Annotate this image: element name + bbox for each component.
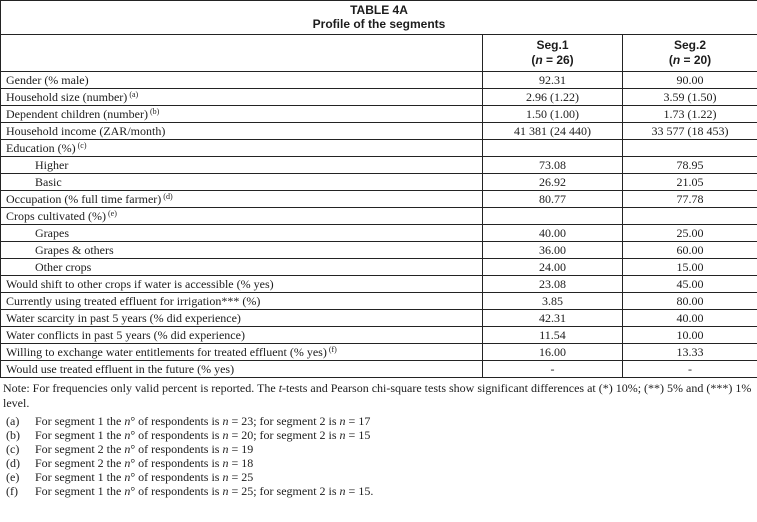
seg1-value: 40.00	[483, 225, 623, 242]
row-label: Education (%) $^{(c)}$	[1, 140, 483, 157]
table-row	[1, 327, 757, 344]
row-label: Grapes & others	[1, 242, 483, 259]
footnote-marker: (e)	[6, 470, 20, 484]
seg1-value: 23.08	[483, 276, 623, 293]
table-row	[1, 208, 757, 225]
footnote-ref: (d)	[163, 192, 173, 201]
seg1-value: 11.54	[483, 327, 623, 344]
table-row	[1, 106, 757, 123]
row-label: Willing to exchange water entitlements for treated effluent (% yes) $^{(f)}$	[1, 344, 483, 361]
row-label: Water conflicts in past 5 years (% did experience)	[1, 327, 483, 344]
seg2-value: 1.73 (1.22)	[623, 106, 757, 123]
footnote-ref: (c)	[77, 141, 87, 150]
seg1-name: Seg.1	[536, 38, 569, 52]
footnote-marker: (c)	[6, 442, 20, 456]
footnote-text: For segment 1 the n° of respondents is n = 25; for segment 2 is n = 15.	[35, 484, 374, 498]
seg2-value: 21.05	[623, 174, 757, 191]
seg1-value: 73.08	[483, 157, 623, 174]
seg2-value: 60.00	[623, 242, 757, 259]
seg2-value: 40.00	[623, 310, 757, 327]
row-label: Would shift to other crops if water is accessible (% yes)	[1, 276, 483, 293]
table-row	[1, 310, 757, 327]
footnote-text: For segment 1 the n° of respondents is n = 20; for segment 2 is n = 15	[35, 428, 371, 442]
seg1-value: 36.00	[483, 242, 623, 259]
column-header-seg1	[483, 35, 623, 72]
footnote-marker: (a)	[6, 414, 20, 428]
footnote-marker: (f)	[6, 484, 18, 498]
footnote-text: For segment 2 the n° of respondents is n = 18	[35, 456, 254, 470]
footnotes	[3, 414, 757, 498]
table-row	[1, 123, 757, 140]
seg2-value: 77.78	[623, 191, 757, 208]
footnote-text: For segment 1 the n° of respondents is n = 23; for segment 2 is n = 17	[35, 414, 371, 428]
table-row	[1, 89, 757, 106]
footnote-b	[3, 428, 757, 442]
seg2-value: 10.00	[623, 327, 757, 344]
footnote-ref: (e)	[107, 209, 117, 218]
footnote-ref: (b)	[149, 107, 160, 116]
seg1-value: 80.77	[483, 191, 623, 208]
row-label: Dependent children (number) $^{(b)}$	[1, 106, 483, 123]
table-row	[1, 191, 757, 208]
seg2-value: 15.00	[623, 259, 757, 276]
row-label: Basic	[1, 174, 483, 191]
seg1-value: 41 381 (24 440)	[483, 123, 623, 140]
table-row	[1, 174, 757, 191]
seg2-value: 33 577 (18 453)	[623, 123, 757, 140]
seg2-n: (n = 20)	[668, 53, 712, 67]
table-number: TABLE 4A	[350, 3, 408, 17]
footnote-marker: (b)	[6, 428, 20, 442]
footnote-ref: (a)	[129, 90, 139, 99]
seg1-value: 16.00	[483, 344, 623, 361]
seg2-value: -	[623, 361, 757, 378]
footnote-a	[3, 414, 757, 428]
table-row	[1, 293, 757, 310]
table-title: Profile of the segments	[312, 17, 446, 31]
table-note: Note: For frequencies only valid percent is reported. The t-tests and Pearson chi-square tests show significant differences at (*) 10%; (**) 5% and (***) 1% level.	[3, 381, 752, 410]
table-row	[1, 344, 757, 361]
column-header-row	[1, 35, 757, 72]
footnote-text: For segment 1 the n° of respondents is n = 25	[35, 470, 254, 484]
seg1-value	[483, 140, 623, 157]
seg1-value: 42.31	[483, 310, 623, 327]
row-label: Crops cultivated (%) $^{(e)}$	[1, 208, 483, 225]
seg1-value: 26.92	[483, 174, 623, 191]
row-label: Water scarcity in past 5 years (% did experience)	[1, 310, 483, 327]
row-label: Household income (ZAR/month)	[1, 123, 483, 140]
seg1-n: (n = 26)	[531, 53, 574, 67]
column-header-seg2	[623, 35, 757, 72]
seg2-value: 80.00	[623, 293, 757, 310]
table-body	[1, 72, 757, 378]
seg1-value: 24.00	[483, 259, 623, 276]
seg2-value: 78.95	[623, 157, 757, 174]
row-label: Household size (number) $^{(a)}$	[1, 89, 483, 106]
footnote-f	[3, 484, 757, 498]
table-row	[1, 259, 757, 276]
seg1-value: 1.50 (1.00)	[483, 106, 623, 123]
table-row	[1, 276, 757, 293]
footnote-text: For segment 2 the n° of respondents is n = 19	[35, 442, 254, 456]
row-label: Occupation (% full time farmer) $^{(d)}$	[1, 191, 483, 208]
row-label: Would use treated effluent in the future (% yes)	[1, 361, 483, 378]
seg1-value: -	[483, 361, 623, 378]
seg1-value	[483, 208, 623, 225]
table-row	[1, 140, 757, 157]
table-title-cell	[1, 1, 757, 35]
table-row	[1, 157, 757, 174]
seg2-value	[623, 208, 757, 225]
row-label: Other crops	[1, 259, 483, 276]
footnote-c	[3, 442, 757, 456]
stub-header-cell	[1, 35, 483, 72]
row-label: Gender (% male)	[1, 72, 483, 89]
seg2-name: Seg.2	[674, 38, 707, 52]
table-row	[1, 361, 757, 378]
seg2-value: 13.33	[623, 344, 757, 361]
footnote-ref: (f)	[328, 345, 337, 354]
footnote-marker: (d)	[6, 456, 20, 470]
seg2-value: 25.00	[623, 225, 757, 242]
title-row	[1, 1, 757, 35]
row-label: Currently using treated effluent for irrigation*** (%)	[1, 293, 483, 310]
table-row	[1, 242, 757, 259]
seg2-value: 3.59 (1.50)	[623, 89, 757, 106]
seg1-value: 3.85	[483, 293, 623, 310]
footnote-d	[3, 456, 757, 470]
seg1-value: 92.31	[483, 72, 623, 89]
seg1-value: 2.96 (1.22)	[483, 89, 623, 106]
row-label: Higher	[1, 157, 483, 174]
table-row	[1, 72, 757, 89]
seg2-value: 90.00	[623, 72, 757, 89]
footnote-e	[3, 470, 757, 484]
row-label: Grapes	[1, 225, 483, 242]
seg2-value	[623, 140, 757, 157]
table-row	[1, 225, 757, 242]
seg2-value: 45.00	[623, 276, 757, 293]
